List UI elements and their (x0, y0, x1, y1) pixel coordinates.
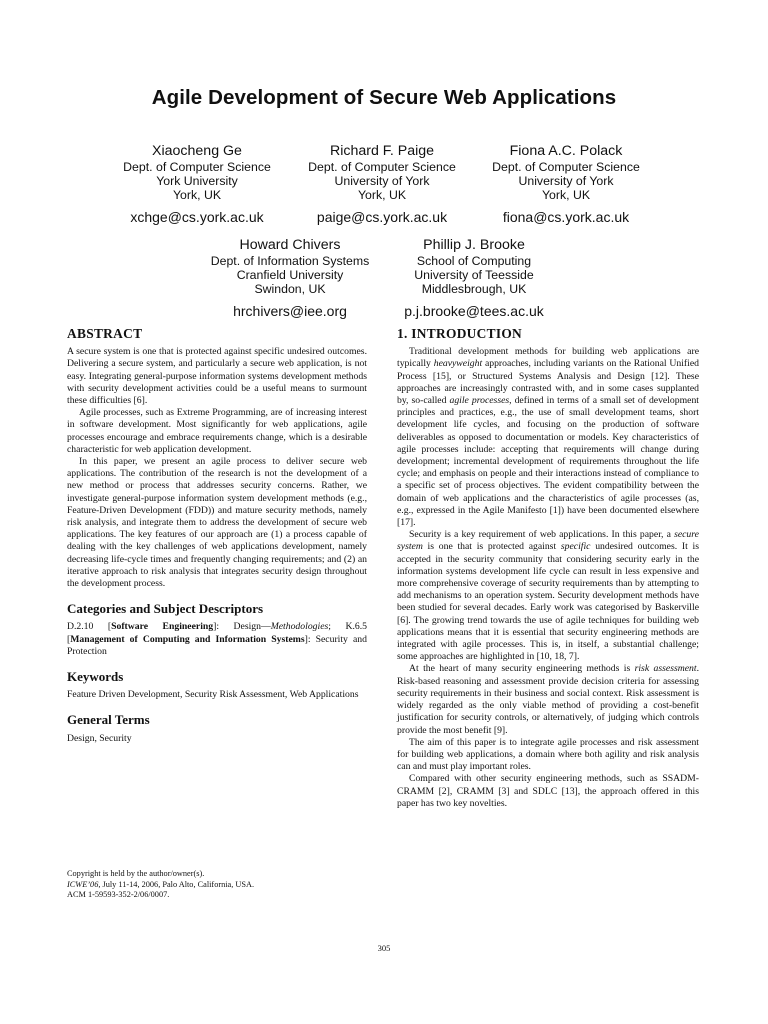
author-block (282, 142, 482, 226)
right-column (397, 328, 699, 810)
author-affiliation: York, UK (172, 188, 222, 202)
author-email: paige@cs.york.ac.uk (316, 209, 448, 225)
author-affiliation: Dept. of Computer Science (492, 160, 640, 174)
author-email: hrchivers@iee.org (233, 303, 347, 319)
author-name: Phillip J. Brooke (423, 237, 525, 253)
intro-paragraph: Compared with other security engineering methods, such as SSADM-CRAMM [2], CRAMM [3] and SDLC [13], the approach offered in this paper has two key novelties. (397, 773, 699, 809)
author-affiliation: York, UK (357, 188, 407, 202)
author-affiliation: Dept. of Computer Science (308, 160, 456, 174)
copyright-notice: Copyright is held by the author/owner(s). ICWE’06, July 11-14, 2006, Palo Alto, California, USA. ACM 1-59593-352-2/06/0007. (67, 869, 255, 900)
author-affiliation: York University (156, 174, 238, 188)
author-affiliation: Swindon, UK (254, 282, 326, 296)
introduction-heading: 1. INTRODUCTION (397, 326, 523, 341)
author-block (97, 142, 297, 226)
intro-paragraph: Security is a key requirement of web applications. In this paper, a secure system is one that is protected against specific undesired outcomes. It is accepted in the security community that considering security early in the information systems development life cycle can result in less expensive and more comprehensive coverage of security requirements than by attempting to add mechanisms to an operation system. Security development methods have been studied for several decades. Early work was categorised by Baskerville [6]. The growing trend towards the use of agile techniques for building web applications means that it is essential that security engineering methods are integrated with agile processes. This is, in itself, a substantial challenge; some approaches are highlighted in [10, 18, 7]. (397, 529, 700, 663)
author-affiliation: Dept. of Information Systems (210, 254, 370, 268)
abstract-paragraph: Agile processes, such as Extreme Programming, are of increasing interest in software development. Most significantly for web applications, agile processes encourage and embrace requirements change, which is a desirable characteristic for web application development. (67, 407, 367, 455)
author-email: p.j.brooke@tees.ac.uk (404, 303, 544, 319)
abstract-paragraph: A secure system is one that is protected against specific undesired outcomes. Delivering a secure system, and particularly a secure web application, is not easy. Integrating general-purpose information systems development methods with security development activities could be a useful means to surmount these difficulties [6]. (67, 346, 367, 407)
keywords-heading: Keywords (67, 669, 124, 685)
abstract-heading: ABSTRACT (67, 326, 143, 341)
general-terms-text: Design, Security (67, 732, 132, 744)
author-email: fiona@cs.york.ac.uk (502, 209, 630, 225)
author-affiliation: School of Computing (416, 254, 532, 268)
author-name: Xiaocheng Ge (152, 143, 242, 159)
intro-paragraph: At the heart of many security engineering methods is risk assessment. Risk-based reasoning and assessment provide decision criteria for assessing security requirements in their business and social context. Risk assessment is widely regarded as the only viable method of providing a cost-benefit justification for security controls, or alternatively, of judging which controls provide the most benefit [9]. (397, 663, 699, 736)
abstract-paragraph: In this paper, we present an agile process to deliver secure web applications. The contribution of the research is not the development of a new method or process that addresses security concerns. Rather, we investigate general-purpose information system development methods (e.g., Feature-Driven Development (FDD)) and mature security methods, namely risk analysis, and integrate them to address the development of secure web applications. The key features of our approach are (1) a process capable of dealing with the key challenges of web applications development, namely decreasing life-cycle times and frequently changing requirements; and (2) an iterative approach to risk analysis that integrates security design throughout the development process. (67, 456, 367, 590)
author-block (466, 142, 666, 226)
author-affiliation: University of York (334, 174, 430, 188)
author-block (190, 236, 390, 320)
intro-paragraph: The aim of this paper is to integrate agile processes and risk assessment for building web applications, a domain where both agility and risk analysis can and must play important roles. (397, 736, 699, 773)
author-email: xchge@cs.york.ac.uk (130, 209, 264, 225)
general-terms-heading: General Terms (67, 712, 150, 728)
keywords-text: Feature Driven Development, Security Risk Assessment, Web Applications (67, 689, 359, 701)
author-name: Howard Chivers (239, 237, 341, 253)
author-affiliation: Cranfield University (236, 268, 344, 282)
author-affiliation: Dept. of Computer Science (123, 160, 271, 174)
categories-heading: Categories and Subject Descriptors (67, 601, 264, 617)
page-number: 305 (377, 943, 391, 953)
author-block (374, 236, 574, 320)
paper-title: Agile Development of Secure Web Applications (151, 86, 617, 109)
author-affiliation: York, UK (541, 188, 591, 202)
author-name: Fiona A.C. Polack (509, 143, 623, 159)
author-affiliation: University of York (518, 174, 614, 188)
categories-text: D.2.10 [Software Engineering]: Design—Methodologies; K.6.5 [Management of Computing and Information Systems]: Security and Protection (67, 621, 367, 657)
left-column (67, 328, 367, 745)
author-affiliation: University of Teesside (414, 268, 534, 282)
author-name: Richard F. Paige (329, 143, 435, 159)
intro-paragraph: Traditional development methods for building web applications are typically heavyweight approaches, including variants on the Rational Unified Process [15], or Structured Systems Analysis and Design [12]. These approaches are increasingly contrasted with, and in some cases supplanted by, so-called agile processes, defined in terms of a small set of development principles and practices, e.g., the use of small development teams, short development life cycles, and focusing on the production of software deliverables as opposed to documentation or models. Key characteristics of agile processes include: accepting that requirements will change during development; incremental development of requirements throughout the life cycle; and emphasis on people and their interactions instead of compliance to a specific set of process objectives. The evident compatibility between the domain of web applications and the characteristics of agile processes (as, e.g., expressed in the Agile Manifesto [1]) have been documented elsewhere [17]. (397, 346, 699, 529)
author-affiliation: Middlesbrough, UK (421, 282, 527, 296)
